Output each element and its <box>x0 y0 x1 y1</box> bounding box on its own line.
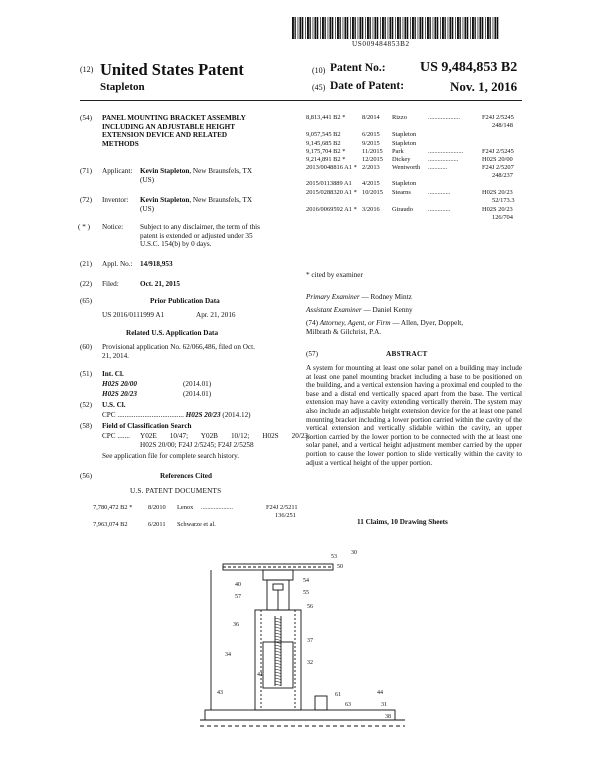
prior-heading: Prior Publication Data <box>150 297 220 305</box>
inventor-label: Inventor: <box>102 196 129 204</box>
applicant-label: Applicant: <box>102 167 133 175</box>
prov-code: (60) <box>80 343 92 351</box>
header-divider <box>80 100 522 101</box>
citation-dots: ...................... <box>428 148 464 155</box>
citation-date: 11/2015 <box>362 148 383 155</box>
citation-name: Stearns <box>392 189 411 196</box>
citation-dots: .............. <box>428 206 451 213</box>
thread-hatching <box>275 618 281 686</box>
label-34: 34 <box>225 652 231 658</box>
notice-label: Notice: <box>102 223 124 231</box>
citation-name: Wentworth <box>392 164 421 171</box>
right-citations <box>306 114 522 264</box>
citation-number: 9,057,545 B2 <box>306 131 341 138</box>
citation-dots: .................... <box>428 114 460 121</box>
citation-class-secondary: 248/148 <box>492 122 513 129</box>
assistant-examiner: Assistant Examiner — Daniel Kenny <box>306 306 413 314</box>
citation-name: Stapleton <box>392 140 417 147</box>
abstract-heading: ABSTRACT <box>386 350 428 358</box>
bolt-head <box>273 584 283 590</box>
prior-code: (65) <box>80 297 92 305</box>
abstract-text: A system for mounting at least one solar panel on a building may include at least one panel mounting bracket including a base to be positioned on the building, and a vertical extension having a proximal end coupled to the base and a distal end vertically spaced apart from the base. The vertical extension may have a cavity extending vertically therein. The system may also include an adjustable height extension device for the at least one panel mounting bracket including a lower portion carried within the cavity of the vertical extension and vertically slidable within the cavity, an upper portion carried by the lower portion to be connected with the at least one solar panel, and a vertical height adjustment member carried by the upper portion to cause the lower portion to slide vertically within the cavity to adjust a vertical height of the upper portion. <box>306 364 522 467</box>
country-code: (12) <box>80 65 94 74</box>
citation-number: 7,780,472 B2 * <box>93 504 133 511</box>
citation-name: Lenox <box>177 504 194 511</box>
notice-code: ( * ) <box>78 223 90 231</box>
citation-date: 9/2015 <box>362 140 380 147</box>
field-cpc-label: CPC ....... <box>102 432 130 440</box>
appl-label: Appl. No.: <box>102 260 133 268</box>
citation-name: Giraudo <box>392 206 413 213</box>
appl-code: (21) <box>80 260 92 268</box>
citation-class: F24J 2/5245 <box>482 148 514 155</box>
label-38: 38 <box>385 714 391 720</box>
patent-date: Nov. 1, 2016 <box>450 79 518 94</box>
left-citations <box>93 504 303 534</box>
uscl-code: (52) <box>80 401 92 409</box>
label-32: 32 <box>307 660 313 666</box>
citation-name: Stapleton <box>392 131 417 138</box>
citation-number: 2016/0069592 A1 * <box>306 206 357 213</box>
clamp <box>263 570 293 580</box>
attorney: (74) Attorney, Agent, or Firm — Allen, Dyer, Doppelt, Milbrath & Gilchrist, P.A. <box>306 319 464 336</box>
notice-text: Subject to any disclaimer, the term of this patent is extended or adjusted under 35 U.S.C. 154(b) by 0 days. <box>140 223 260 249</box>
citation-dots: ............ <box>428 164 448 171</box>
prior-pub-date: Apr. 21, 2016 <box>196 311 236 319</box>
citation-number: 8,813,441 B2 * <box>306 114 346 121</box>
ref-heading: References Cited <box>160 472 212 480</box>
citation-class: H02S 20/23 <box>482 189 513 196</box>
citation-date: 8/2010 <box>148 504 166 511</box>
label-40: 40 <box>235 582 241 588</box>
filed-code: (22) <box>80 280 92 288</box>
applicant-value: Kevin Stapleton, New Braunsfels, TX (US) <box>140 167 253 184</box>
ref-code: (56) <box>80 472 92 480</box>
citation-class: F24J 2/5207 <box>482 164 514 171</box>
label-36: 36 <box>233 622 239 628</box>
cited-by-examiner: * cited by examiner <box>306 271 363 279</box>
citation-date: 6/2011 <box>148 521 166 528</box>
label-55: 55 <box>303 590 309 596</box>
citation-dots: ................... <box>428 156 459 163</box>
inventor-short: Stapleton <box>100 81 145 93</box>
label-54: 54 <box>303 578 309 584</box>
date-label: Date of Patent: <box>330 80 405 92</box>
field-label: Field of Classification Search <box>102 422 192 430</box>
citation-number: 2013/0048816 A1 * <box>306 164 357 171</box>
citation-date: 4/2015 <box>362 180 380 187</box>
label-50: 50 <box>337 564 343 570</box>
citation-number: 9,145,685 B2 <box>306 140 341 147</box>
citation-number: 7,963,074 B2 <box>93 521 128 528</box>
citation-date: 3/2016 <box>362 206 380 213</box>
citation-class: H02S 20/00 <box>482 156 513 163</box>
citation-class-secondary: 126/704 <box>492 214 513 221</box>
intcl-version: (2014.01) <box>183 380 212 388</box>
label-44: 44 <box>377 690 383 696</box>
title-code: (54) <box>80 114 92 122</box>
primary-examiner: Primary Examiner — Rodney Mintz <box>306 293 412 301</box>
barcode <box>292 17 502 39</box>
filed-date: Oct. 21, 2015 <box>140 280 180 288</box>
anchor-bolt <box>315 696 327 710</box>
citation-class-secondary: 248/237 <box>492 172 513 179</box>
citation-name: Schwarze et al. <box>177 521 216 528</box>
citation-name: Park <box>392 148 404 155</box>
citation-class: F24J 2/5211 <box>266 504 298 511</box>
citation-number: 2015/0288320 A1 * <box>306 189 357 196</box>
barcode-graphic <box>292 17 502 39</box>
prov-text: Provisional application No. 62/066,486, filed on Oct. 21, 2014. <box>102 343 255 360</box>
related-heading: Related U.S. Application Data <box>126 329 219 337</box>
citation-date: 6/2015 <box>362 131 380 138</box>
field-classes: Y02E 10/47; Y02B 10/12; H02S 20/23; H02S 20/00; F24J 2/5245; F24J 2/5258 <box>140 432 310 449</box>
citation-date: 10/2015 <box>362 189 383 196</box>
label-53: 53 <box>331 554 337 560</box>
citation-date: 2/2013 <box>362 164 380 171</box>
label-30: 30 <box>351 550 357 556</box>
label-37: 37 <box>307 638 313 644</box>
citation-class-secondary: 52/173.3 <box>492 197 515 204</box>
citation-number: 9,175,704 B2 * <box>306 148 346 155</box>
field-see: See application file for complete search history. <box>102 452 240 460</box>
claims-count: 11 Claims, 10 Drawing Sheets <box>357 518 448 526</box>
cpc-line: CPC ..................................... H02S 20/23 (2014.12) <box>102 411 251 419</box>
intcl-label: Int. Cl. <box>102 370 124 378</box>
citation-number: 9,214,891 B2 * <box>306 156 346 163</box>
filed-label: Filed: <box>102 280 119 288</box>
intcl-class: H02S 20/23 <box>102 390 137 398</box>
intcl-code: (51) <box>80 370 92 378</box>
patent-number: US 9,484,853 B2 <box>420 60 518 75</box>
citation-class: H02S 20/23 <box>482 206 513 213</box>
citation-name: Dickey <box>392 156 411 163</box>
inventor-value: Kevin Stapleton, New Braunsfels, TX (US) <box>140 196 253 213</box>
prior-pub: US 2016/0111999 A1 <box>102 311 165 319</box>
uscl-label: U.S. Cl. <box>102 401 126 409</box>
citation-number: 2015/0113889 A1 <box>306 180 352 187</box>
label-31: 31 <box>381 702 387 708</box>
intcl-version: (2014.01) <box>183 390 212 398</box>
label-61: 61 <box>335 692 341 698</box>
patent-no-code: (10) <box>312 66 326 75</box>
invention-title: PANEL MOUNTING BRACKET ASSEMBLY INCLUDING AN ADJUSTABLE HEIGHT EXTENSION DEVICE AND RELATED METHODS <box>102 114 246 148</box>
citation-class-secondary: 136/251 <box>275 512 296 519</box>
label-56: 56 <box>307 604 313 610</box>
citation-date: 8/2014 <box>362 114 380 121</box>
applicant-code: (71) <box>80 167 92 175</box>
usdocs-heading: U.S. PATENT DOCUMENTS <box>130 487 222 495</box>
citation-date: 12/2015 <box>362 156 383 163</box>
label-63: 63 <box>345 702 351 708</box>
citation-name: Rizzo <box>392 114 407 121</box>
label-57: 57 <box>235 594 241 600</box>
citation-class: F24J 2/5245 <box>482 114 514 121</box>
appl-number: 14/918,953 <box>140 260 173 268</box>
base <box>205 710 395 720</box>
citation-dots: .............. <box>428 189 451 196</box>
intcl-class: H02S 20/00 <box>102 380 137 388</box>
patent-drawing <box>195 546 415 746</box>
field-code: (58) <box>80 422 92 430</box>
patent-title-heading: United States Patent <box>100 60 244 79</box>
label-43: 43 <box>217 690 223 696</box>
inventor-code: (72) <box>80 196 92 204</box>
citation-dots: .................... <box>201 504 233 511</box>
citation-name: Stapleton <box>392 180 417 187</box>
label-41: 41 <box>257 672 263 678</box>
barcode-number: US009484853B2 <box>352 40 410 48</box>
date-code: (45) <box>312 83 326 92</box>
patent-no-label: Patent No.: <box>330 62 386 74</box>
abstract-code: (57) <box>306 350 318 358</box>
